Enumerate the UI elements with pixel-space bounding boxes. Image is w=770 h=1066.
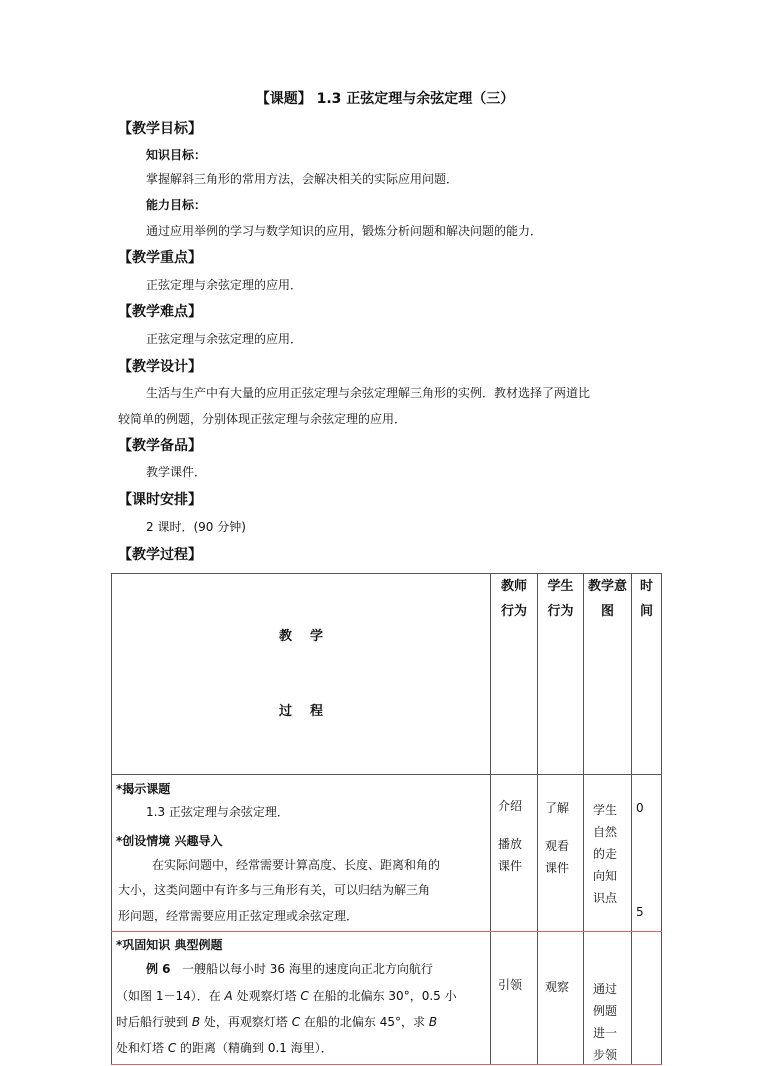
table-row <box>112 932 662 1065</box>
schedule-heading: 【课时安排】 <box>118 492 202 508</box>
row2-text: 在船的北偏东 30°，0.5 小 <box>308 989 457 1003</box>
row2-teacher: 引领 <box>498 978 523 992</box>
row2-teacher-cell <box>491 932 538 1065</box>
key-text: 正弦定理与余弦定理的应用． <box>146 278 303 292</box>
row2-line-1 <box>146 960 433 977</box>
row2-text: 在船的北偏东 45°，求 <box>300 1015 429 1029</box>
point-c: C <box>291 1015 301 1029</box>
row2-process-cell <box>112 932 491 1065</box>
schedule-text: 2 课时．(90 分钟) <box>146 520 246 534</box>
row2-text: 处观察灯塔 <box>232 989 301 1003</box>
page-title: 【课题】 1.3 正弦定理与余弦定理（三） <box>255 91 515 107</box>
row1-intent <box>593 799 623 909</box>
row1-time-cell <box>632 775 662 932</box>
row1-teacher-2b: 课件 <box>498 859 523 873</box>
prep-heading: 【教学备品】 <box>118 438 202 454</box>
knowledge-text: 掌握解斜三角形的常用方法，会解决相关的实际应用问题． <box>146 172 459 186</box>
row1-topic: 1.3 正弦定理与余弦定理． <box>146 805 289 819</box>
row2-time-cell <box>632 932 662 1065</box>
row1-intent-line: 向知 <box>593 869 618 883</box>
row2-intent <box>593 978 623 1066</box>
process-table <box>111 573 662 1065</box>
knowledge-label: 知识目标： <box>146 148 207 162</box>
process-heading: 【教学过程】 <box>118 547 202 563</box>
prep-text: 教学课件． <box>146 465 207 479</box>
row1-heading-2: *创设情境 兴趣导入 <box>116 834 223 848</box>
row2-text: 处，再观察灯塔 <box>200 1015 292 1029</box>
row1-intent-line: 自然 <box>593 825 618 839</box>
row2-line-2 <box>116 987 457 1004</box>
ability-text: 通过应用举例的学习与数学知识的应用，锻炼分析问题和解决问题的能力． <box>146 224 543 238</box>
row2-heading: *巩固知识 典型例题 <box>116 938 223 952</box>
goal-heading: 【教学目标】 <box>118 121 202 137</box>
row1-intent-line: 识点 <box>593 891 618 905</box>
point-b: B <box>191 1015 201 1029</box>
row1-student-2a: 观看 <box>545 839 570 853</box>
header-process-top: 教 学 <box>278 629 324 644</box>
row2-intent-line: 步领 <box>593 1048 618 1062</box>
point-b: B <box>428 1015 438 1029</box>
header-process <box>112 574 491 775</box>
difficult-text: 正弦定理与余弦定理的应用． <box>146 332 303 346</box>
header-process-bottom: 过 程 <box>278 704 324 719</box>
header-student: 学生行为 <box>538 574 584 775</box>
row1-time-start: 0 <box>636 801 644 815</box>
row2-student-cell <box>538 932 584 1065</box>
point-c: C <box>167 1041 177 1055</box>
table-header-row <box>112 574 662 775</box>
ability-label: 能力目标： <box>146 198 207 212</box>
design-heading: 【教学设计】 <box>118 359 202 375</box>
point-c: C <box>300 989 309 1003</box>
table-row <box>112 775 662 932</box>
row2-text: 时后船行驶到 <box>116 1015 192 1029</box>
row1-student-1: 了解 <box>545 801 570 815</box>
row2-intent-line: 通过 <box>593 982 618 996</box>
row1-intent-line: 的走 <box>593 847 618 861</box>
key-heading: 【教学重点】 <box>118 250 202 266</box>
row1-process-cell <box>112 775 491 932</box>
example-label: 例 6 <box>146 962 171 976</box>
row2-line-4 <box>116 1039 333 1056</box>
row1-intent-line: 学生 <box>593 803 618 817</box>
row2-student: 观察 <box>545 980 570 994</box>
difficult-heading: 【教学难点】 <box>118 304 202 320</box>
point-a: A <box>224 989 233 1003</box>
row1-teacher-cell <box>491 775 538 932</box>
design-line-2: 较简单的例题，分别体现正弦定理与余弦定理的应用． <box>118 412 407 426</box>
row2-line-3 <box>116 1013 437 1030</box>
header-teacher: 教师行为 <box>491 574 538 775</box>
design-line-1: 生活与生产中有大量的应用正弦定理与余弦定理解三角形的实例．教材选择了两道比 <box>146 386 591 400</box>
row2-text: （如图 1－14）．在 <box>116 989 225 1003</box>
row2-line-1-text: 一艘船以每小时 36 海里的速度向正北方向航行 <box>181 962 433 976</box>
row1-para-3: 形问题，经常需要应用正弦定理或余弦定理． <box>118 909 359 923</box>
row2-text: 的距离（精确到 0.1 海里）． <box>176 1041 333 1055</box>
row1-heading-1: *揭示课题 <box>116 782 171 796</box>
row2-intent-cell <box>584 932 632 1065</box>
header-intent: 教学意图 <box>584 574 632 775</box>
row2-intent-line: 例题 <box>593 1004 618 1018</box>
row1-time-end: 5 <box>636 905 644 919</box>
row1-student-2b: 课件 <box>545 861 570 875</box>
row1-teacher-1: 介绍 <box>498 799 523 813</box>
row1-para-2: 大小，这类问题中有许多与三角形有关，可以归结为解三角 <box>118 883 431 897</box>
header-time: 时间 <box>632 574 662 775</box>
row2-text: 处和灯塔 <box>116 1041 168 1055</box>
row1-para-1: 在实际问题中，经常需要计算高度、长度、距离和角的 <box>152 858 441 872</box>
row1-student-cell <box>538 775 584 932</box>
row1-teacher-2a: 播放 <box>498 837 523 851</box>
row2-intent-line: 进一 <box>593 1026 618 1040</box>
row1-intent-cell <box>584 775 632 932</box>
